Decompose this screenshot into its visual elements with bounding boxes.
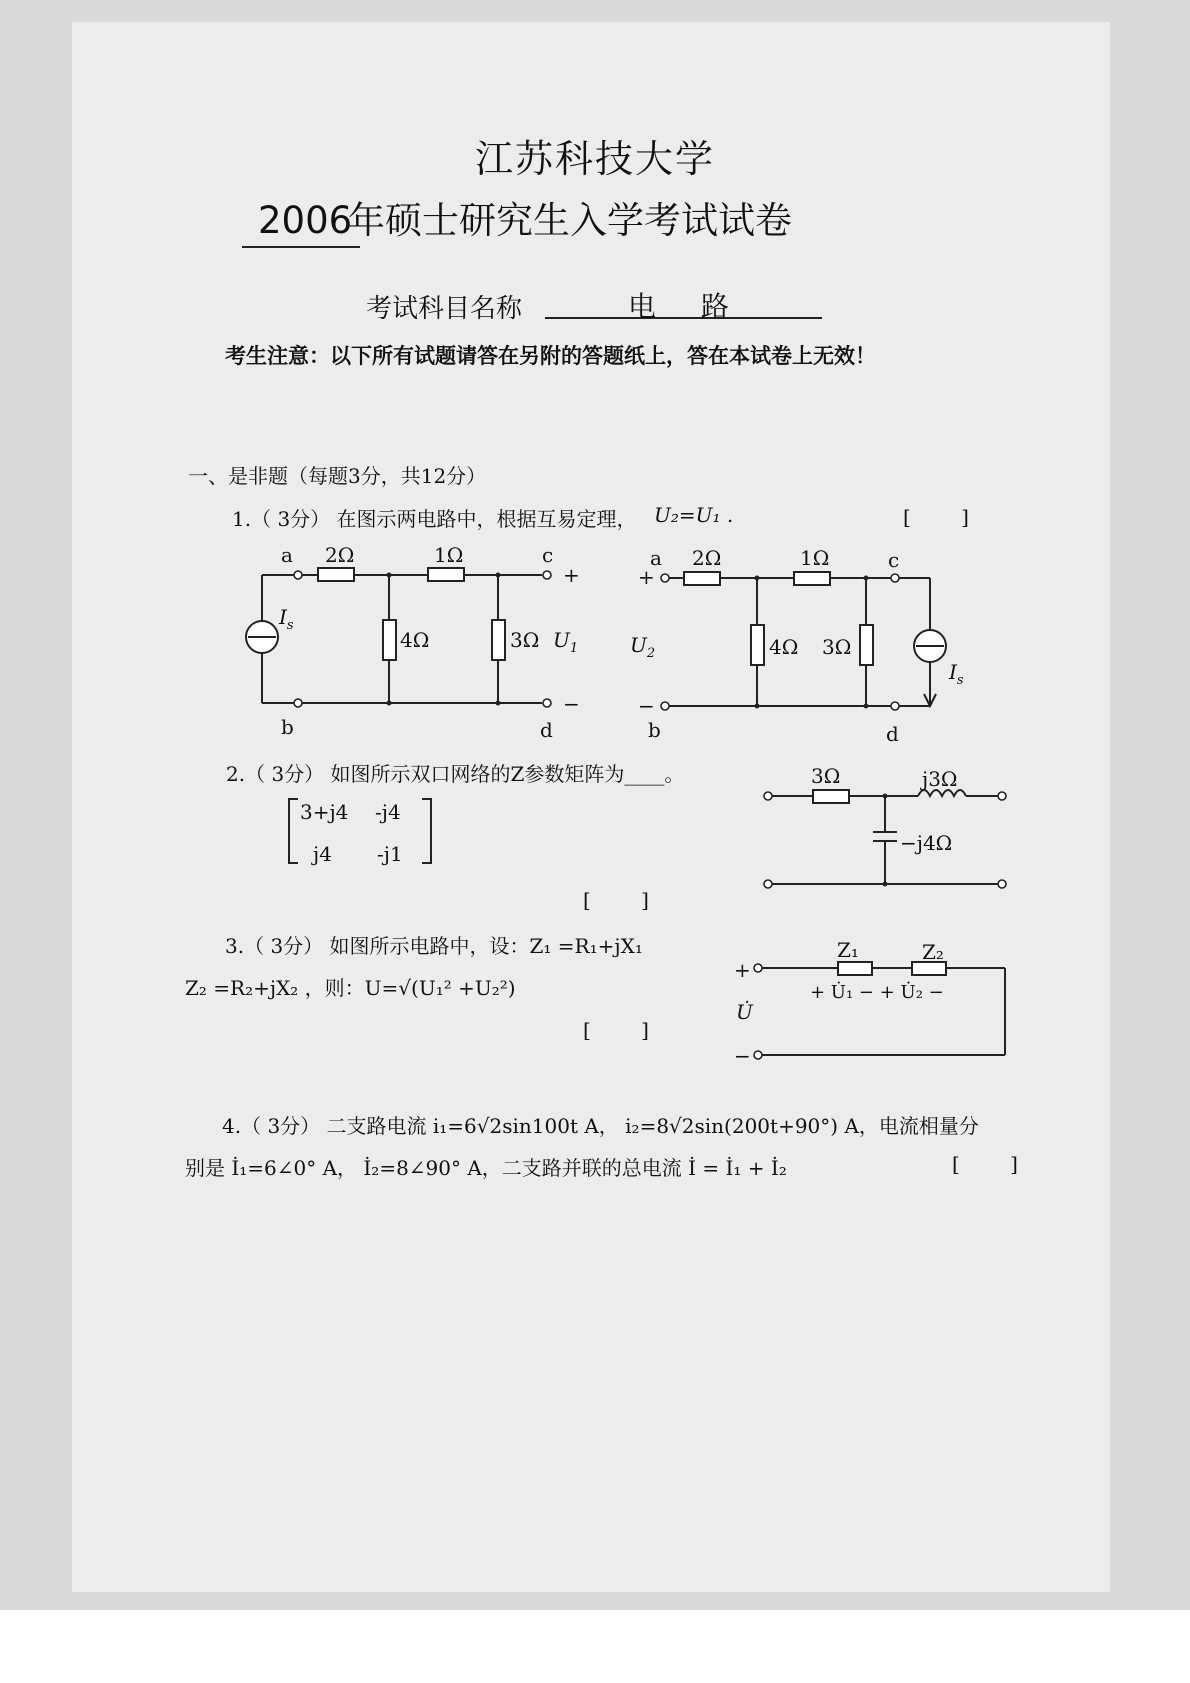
q1-node-d-left: d [540, 718, 553, 742]
q2-inductor-label: j3Ω [922, 767, 958, 791]
q1-node-d-right: d [886, 722, 899, 746]
subject-label: 考试科目名称 [366, 294, 523, 324]
q1-node-c-left: c [542, 543, 554, 567]
q2-matrix-z22: -j1 [377, 842, 403, 866]
exam-year: 2006 [258, 199, 353, 242]
q4-line2: 别是 İ₁=6∠0° A， İ₂=8∠90° A，二支路并联的总电流 İ = İ₁ + İ₂ [185, 1156, 787, 1180]
q2-text: 2.（ 3分） 如图所示双口网络的Z参数矩阵为____。 [226, 762, 685, 786]
q1-r4-left: 3Ω [510, 628, 540, 652]
q1-u1: $U_1$ [553, 628, 579, 656]
q3-u-label: U̇ [736, 1000, 753, 1024]
q4-answer-bracket: [ ] [952, 1152, 1040, 1176]
q3-line2: Z₂ =R₂+jX₂ ，则：U=√(U₁² +U₂²) [185, 976, 516, 1000]
q2-matrix-z21: j4 [313, 842, 332, 866]
q1-r2-right: 1Ω [800, 546, 830, 570]
q1-node-a-right: a [650, 546, 662, 570]
exam-notice: 考生注意：以下所有试题请答在另附的答题纸上，答在本试卷上无效！ [225, 344, 876, 368]
q2-resistor-label: 3Ω [811, 764, 841, 788]
q1-node-b-right: b [648, 718, 661, 742]
q1-formula: U₂=U₁ . [654, 503, 734, 527]
q3-z1-label: Z₁ [837, 938, 859, 962]
q1-source-left: $I_s$ [279, 605, 294, 633]
q1-r2-left: 1Ω [434, 543, 464, 567]
exam-title-text: 年硕士研究生入学考试试卷 [348, 199, 792, 242]
q1-node-a-left: a [281, 543, 293, 567]
q1-node-b-left: b [281, 715, 294, 739]
q1-r1-right: 2Ω [692, 546, 722, 570]
q1-node-c-right: c [888, 548, 900, 572]
q1-u2: $U_2$ [630, 633, 656, 661]
q1-r4-right: 3Ω [822, 635, 852, 659]
q1-r3-right: 4Ω [769, 635, 799, 659]
subject-value: 电 路 [628, 290, 747, 323]
q1-r3-left: 4Ω [400, 628, 430, 652]
q1-r1-left: 2Ω [325, 543, 355, 567]
q1-plus-right: + [638, 565, 655, 589]
q3-line1: 3.（ 3分） 如图所示电路中，设：Z₁ =R₁+jX₁ [225, 934, 643, 958]
q2-capacitor-label: −j4Ω [900, 831, 953, 855]
q1-answer-bracket: [ ] [903, 505, 991, 529]
q3-z2-label: Z₂ [922, 940, 944, 964]
q2-matrix-z12: -j4 [375, 800, 401, 824]
q3-voltage-drops: + U̇₁ − + U̇₂ − [810, 982, 944, 1003]
q4-line1: 4.（ 3分） 二支路电流 i₁=6√2sin100t A， i₂=8√2sin(200t+90°) A，电流相量分 [222, 1114, 979, 1138]
q3-answer-bracket: [ ] [583, 1018, 671, 1042]
q1-text: 1.（ 3分） 在图示两电路中，根据互易定理， [232, 507, 637, 531]
q1-minus-right: − [638, 694, 655, 718]
q2-matrix-z11: 3+j4 [300, 800, 349, 824]
q3-plus: + [734, 958, 751, 982]
q1-plus-left: + [563, 563, 580, 587]
section-heading: 一、是非题（每题3分，共12分） [188, 464, 487, 488]
university-title: 江苏科技大学 [474, 137, 715, 181]
q1-minus-left: − [563, 692, 580, 716]
q3-minus: − [734, 1044, 751, 1068]
q1-source-right: $I_s$ [949, 660, 964, 688]
q2-answer-bracket: [ ] [583, 888, 671, 912]
